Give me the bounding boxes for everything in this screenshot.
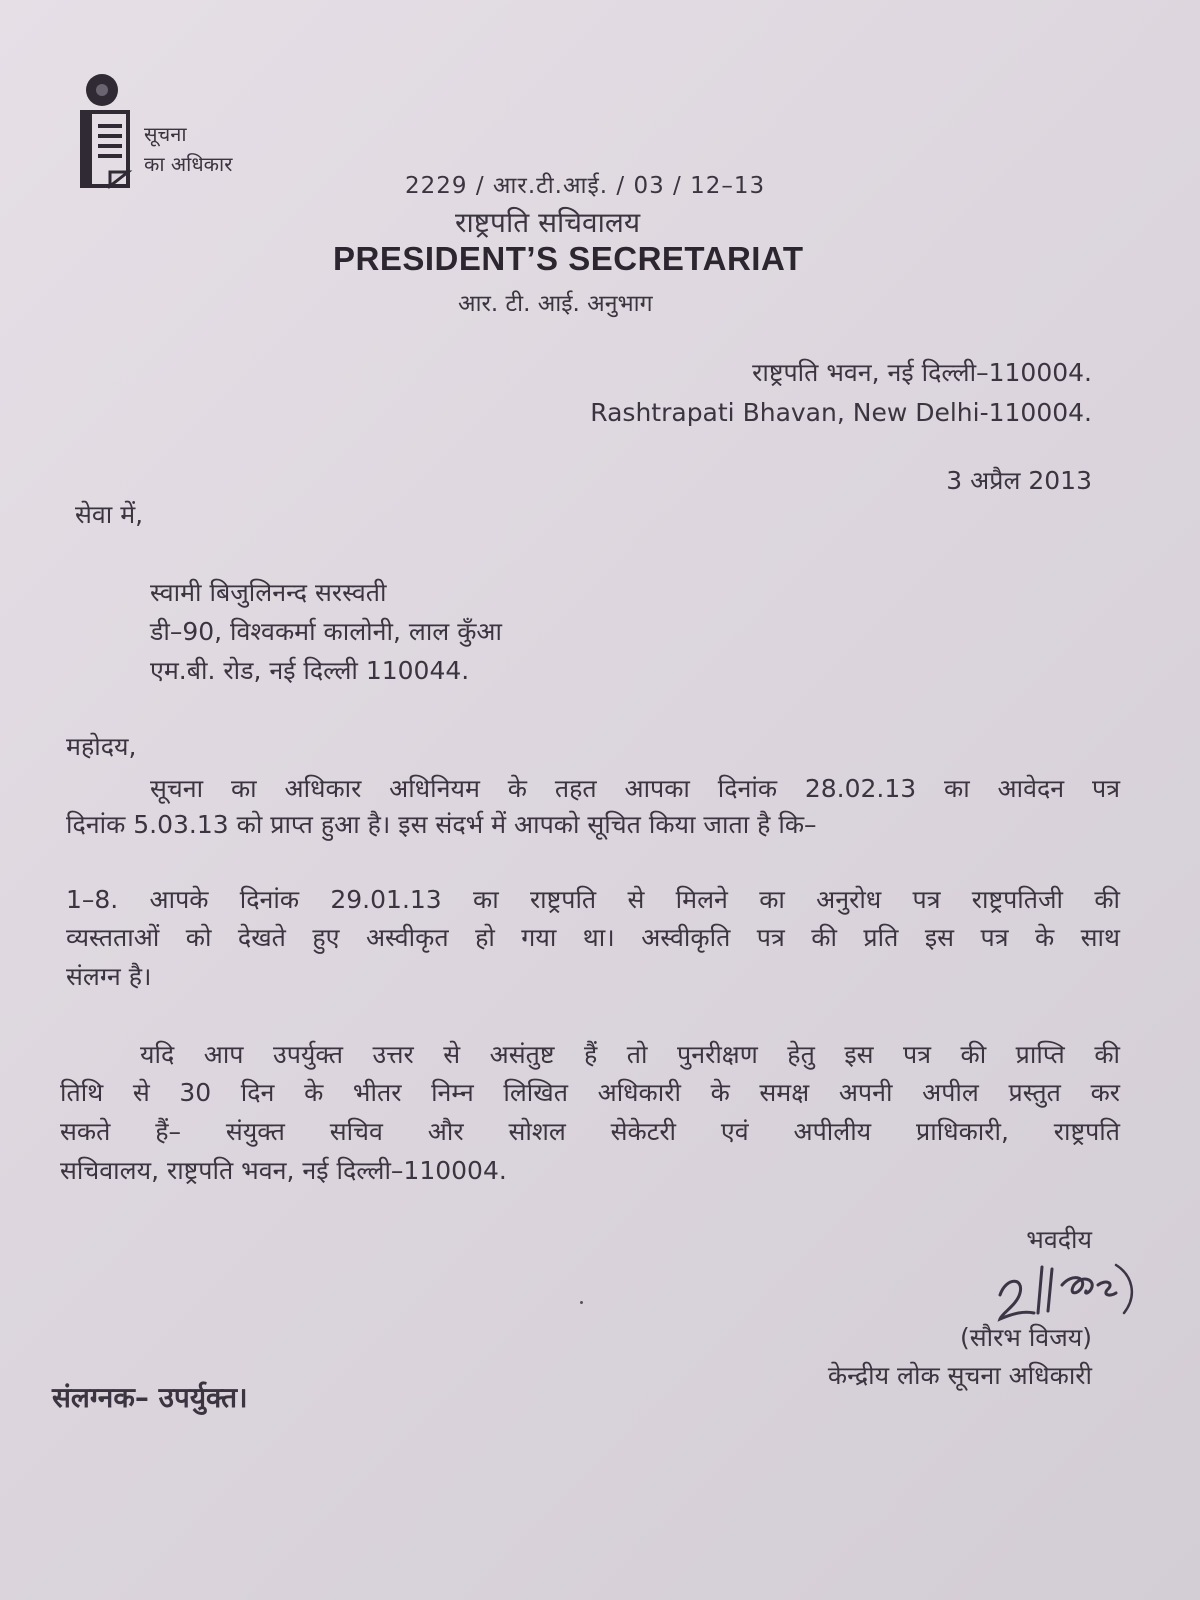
recipient-address-line1: डी–90, विश्वकर्मा कालोनी, लाल कुँआ [150,617,502,646]
letter-date: 3 अप्रैल 2013 [946,466,1092,495]
logo-text-line2: का अधिकार [144,152,233,176]
paragraph3-line1: यदि आप उपर्युक्त उत्तर से असंतुष्ट हैं तो पुनरीक्षण हेतु इस पत्र की प्राप्ति की [140,1040,1120,1069]
paragraph1-line1: सूचना का अधिकार अधिनियम के तहत आपका दिनांक 28.02.13 का आवेदन पत्र [150,774,1120,803]
paper-speck [580,1301,583,1304]
paragraph3-line2: तिथि से 30 दिन के भीतर निम्न लिखित अधिकारी के समक्ष अपनी अपील प्रस्तुत कर [60,1078,1120,1107]
section-name: आर. टी. आई. अनुभाग [458,291,653,317]
salutation-to: सेवा में, [75,500,144,529]
address-hindi: राष्ट्रपति भवन, नई दिल्ली–110004. [752,358,1092,387]
handwritten-signature [990,1255,1150,1325]
rti-logo [80,72,136,194]
enclosure-note: संलग्नक– उपर्युक्त। [52,1381,248,1414]
paragraph2-line1: 1–8. आपके दिनांक 29.01.13 का राष्ट्रपति से मिलने का अनुरोध पत्र राष्ट्रपतिजी की [66,885,1120,914]
rti-document-icon [80,72,136,190]
logo-text-line1: सूचना [144,122,187,146]
paragraph2-line3: संलग्न है। [66,962,152,991]
recipient-address-line2: एम.बी. रोड, नई दिल्ली 110044. [150,656,470,685]
title-hindi: राष्ट्रपति सचिवालय [455,206,641,239]
paragraph3-line4: सचिवालय, राष्ट्रपति भवन, नई दिल्ली–110004. [60,1156,507,1185]
reference-number: 2229 / आर.टी.आई. / 03 / 12–13 [405,173,766,199]
recipient-name: स्वामी बिजुलिनन्द सरस्वती [150,578,387,607]
greeting: महोदय, [66,732,137,761]
title-english: PRESIDENT’S SECRETARIAT [333,240,804,277]
signatory-designation: केन्द्रीय लोक सूचना अधिकारी [827,1361,1092,1390]
paragraph3-line3: सकते हैं– संयुक्त सचिव और सोशल सेकेटरी एवं अपीलीय प्राधिकारी, राष्ट्रपति [60,1117,1120,1146]
paragraph1-line2: दिनांक 5.03.13 को प्राप्त हुआ है। इस संदर्भ में आपको सूचित किया जाता है कि– [66,810,817,839]
paragraph2-line2: व्यस्तताओं को देखते हुए अस्वीकृत हो गया था। अस्वीकृति पत्र की प्रति इस पत्र के साथ [66,923,1120,952]
signatory-name: (सौरभ विजय) [959,1323,1092,1352]
address-english: Rashtrapati Bhavan, New Delhi-110004. [590,398,1092,427]
closing: भवदीय [1026,1225,1092,1254]
